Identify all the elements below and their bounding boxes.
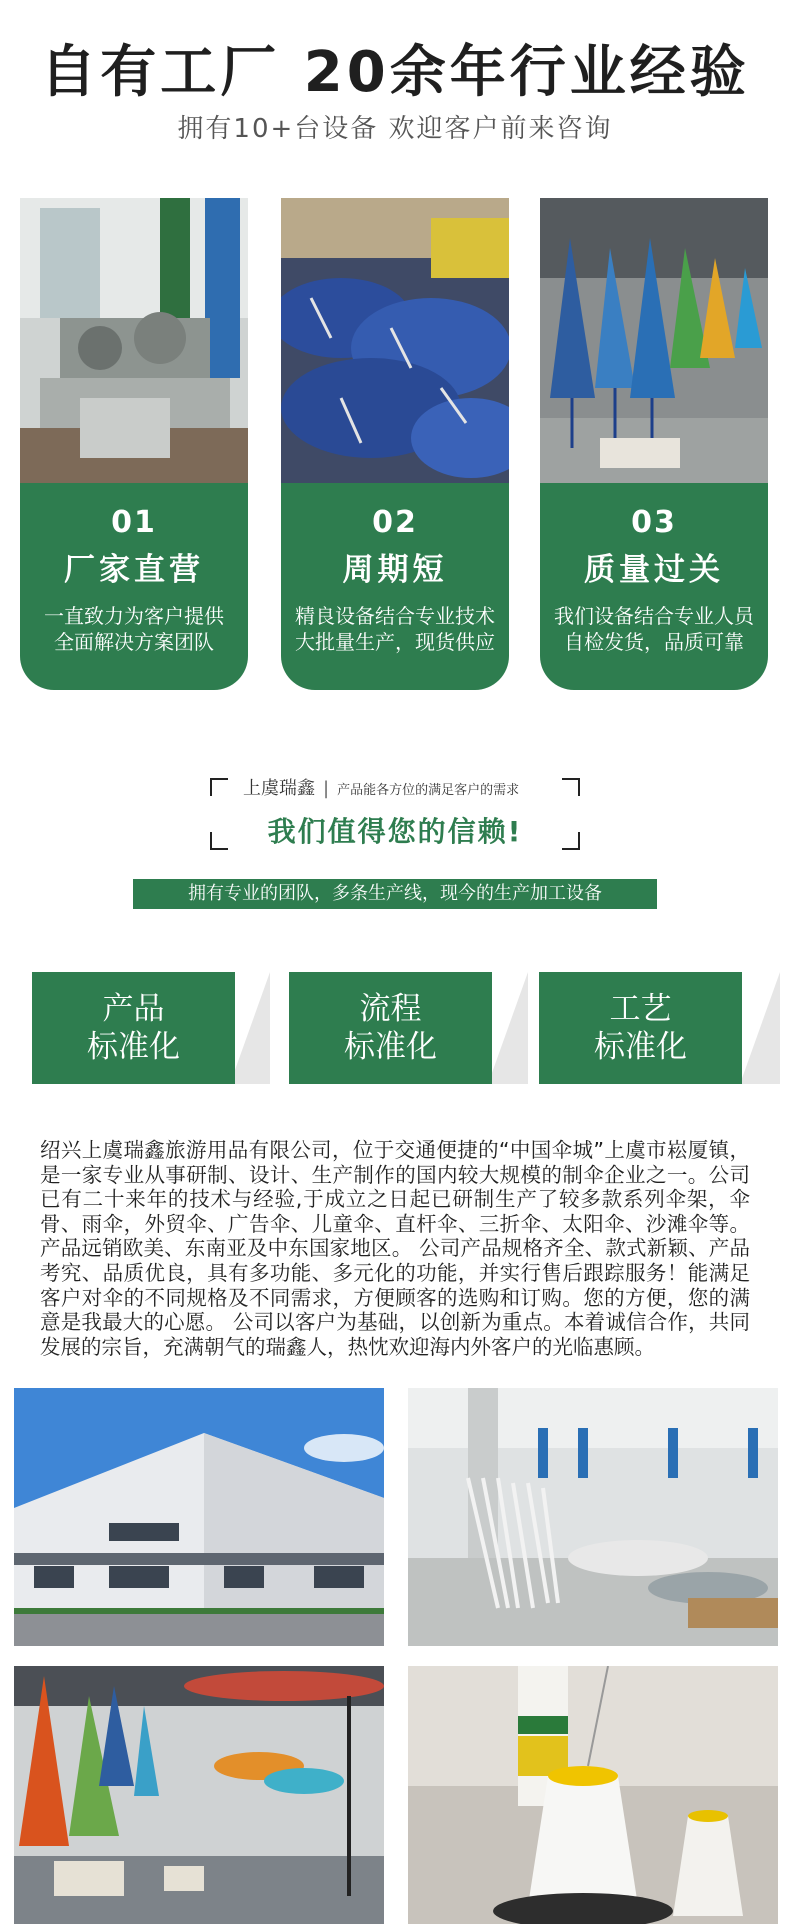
company-description: 绍兴上虞瑞鑫旅游用品有限公司，位于交通便捷的“中国伞城”上虞市崧厦镇，是一家专业从事研制、设计、生产制作的国内较大规模的制伞企业之一。公司已有二十来年的技术与经验,于成立之日起已研制生产了较多款系列伞架，伞骨、雨伞，外贸伞、广告伞、儿童伞、直杆伞、三折伞、太阳伞、沙滩伞等。产品远销欧美、东南亚及中东国家地区。 公司产品规格齐全、款式新颖、产品考究、品质优良，具有多功能、多元化的功能，并实行售后跟踪服务！能满足客户对伞的不同规格及不同需求，方便顾客的选购和订购。您的方便，您的满意是我最大的心愿。 公司以客户为基础，以创新为重点。本着诚信合作，共同发展的宗旨，充满朝气的瑞鑫人，热忱欢迎海内外客户的光临惠顾。: [40, 1138, 750, 1359]
standard-line: 标准化: [594, 1029, 687, 1065]
feature-number: 02: [372, 505, 418, 540]
standard-line: 流程: [359, 991, 422, 1027]
feature-title: 周期短: [342, 552, 448, 588]
shadow-decoration: [740, 972, 780, 1084]
umbrella-showroom-photo: [14, 1666, 384, 1924]
feature-desc-line: 精良设备结合专业技术: [295, 604, 495, 628]
feature-card-cycle: [281, 198, 509, 690]
feature-desc: [540, 603, 768, 655]
standard-craft-block: [539, 972, 742, 1084]
feature-title: 厂家直营: [64, 552, 204, 588]
feature-card-factory: [20, 198, 248, 690]
standard-line: 工艺: [609, 991, 672, 1027]
divider: |: [323, 778, 330, 799]
standard-process-block: [289, 972, 492, 1084]
feature-desc-line: 全面解决方案团队: [54, 630, 214, 654]
page-title: 自有工厂 20余年行业经验: [40, 40, 750, 105]
feature-desc-line: 一直致力为客户提供: [44, 604, 224, 628]
page-subtitle: 拥有10+台设备 欢迎客户前来咨询: [177, 114, 613, 144]
thread-spools-photo: [408, 1666, 778, 1924]
shadow-decoration: [230, 972, 270, 1084]
standard-line: 标准化: [87, 1029, 180, 1065]
feature-desc-line: 大批量生产，现货供应: [295, 630, 495, 654]
feature-desc-line: 自检发货，品质可靠: [564, 630, 744, 654]
feature-card-quality: [540, 198, 768, 690]
trust-header: [243, 774, 519, 800]
standard-line: 标准化: [344, 1029, 437, 1065]
workshop-poles-photo: [408, 1388, 778, 1646]
brand-slogan: 产品能各方位的满足客户的需求: [337, 783, 520, 798]
trust-headline: 我们值得您的信赖!: [267, 815, 523, 848]
feature-title: 质量过关: [584, 552, 724, 588]
umbrella-display-photo: [540, 198, 768, 483]
feature-desc: [281, 603, 509, 655]
feature-desc: [20, 603, 248, 655]
standard-product-block: [32, 972, 235, 1084]
brand-name: 上虞瑞鑫: [243, 778, 315, 799]
shadow-decoration: [488, 972, 528, 1084]
standard-line: 产品: [102, 991, 165, 1027]
feature-desc-line: 我们设备结合专业人员: [554, 604, 754, 628]
factory-machine-photo: [20, 198, 248, 483]
factory-building-photo: [14, 1388, 384, 1646]
umbrella-fabric-photo: [281, 198, 509, 483]
feature-number: 03: [631, 505, 677, 540]
trust-banner: 拥有专业的团队，多条生产线，现今的生产加工设备: [133, 879, 657, 909]
feature-number: 01: [111, 505, 157, 540]
